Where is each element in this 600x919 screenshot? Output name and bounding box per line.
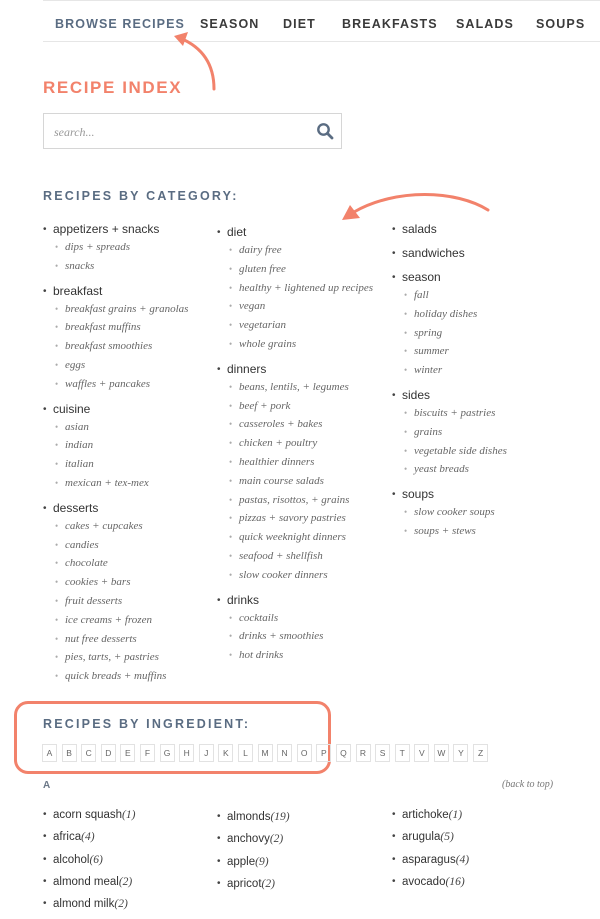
ingredient-section-title: RECIPES BY INGREDIENT: [43, 717, 251, 731]
ingredient-link[interactable] [217, 851, 290, 873]
letter-z[interactable]: Z [473, 744, 488, 762]
category-link[interactable]: • sandwiches [392, 245, 507, 262]
subcategory-link[interactable]: • biscuits + pastries [392, 404, 507, 423]
subcategory-link[interactable]: • main course salads [217, 472, 373, 491]
category-link[interactable]: • dinners [217, 361, 373, 378]
ingredient-link[interactable] [217, 828, 290, 850]
page-title: RECIPE INDEX [43, 78, 183, 97]
category-link[interactable]: • season [392, 269, 507, 286]
category-column-1 [43, 217, 188, 689]
subcategory-link[interactable]: • holiday dishes [392, 305, 507, 324]
search-icon[interactable] [316, 122, 334, 140]
subcategory-link[interactable]: • candies [43, 536, 188, 555]
subcategory-link[interactable]: • chocolate [43, 554, 188, 573]
subcategory-link[interactable]: • snacks [43, 257, 188, 276]
ingredient-name: avocado [402, 875, 446, 888]
letter-m[interactable]: M [258, 744, 273, 762]
ingredient-count: (2) [114, 898, 128, 911]
subcategory-link[interactable]: • spring [392, 324, 507, 343]
category-link[interactable]: • appetizers + snacks [43, 221, 188, 238]
subcategory-link[interactable]: • ice creams + frozen [43, 611, 188, 630]
subcategory-link[interactable]: • casseroles + bakes [217, 415, 373, 434]
subcategory-link[interactable]: • pastas, risottos, + grains [217, 491, 373, 510]
letter-g[interactable]: G [160, 744, 175, 762]
ingredient-column-2 [217, 806, 290, 895]
top-nav [43, 0, 600, 42]
ingredient-name: almonds [227, 811, 271, 823]
category-column-3 [392, 217, 507, 544]
letter-v[interactable]: V [414, 744, 429, 762]
ingredient-name: apricot [227, 877, 262, 890]
ingredient-link[interactable] [43, 871, 135, 893]
ingredient-count: (2) [261, 877, 275, 890]
subcategory-link[interactable]: • healthy + lightened up recipes [217, 279, 373, 298]
category-link[interactable]: • breakfast [43, 283, 188, 300]
subcategory-link[interactable]: • pies, tarts, + pastries [43, 648, 188, 667]
letter-b[interactable]: B [62, 744, 77, 762]
ingredient-name: apple [227, 855, 256, 868]
ingredient-count: (1) [122, 809, 136, 821]
ingredient-link[interactable] [217, 873, 290, 895]
subcategory-link[interactable]: • gluten free [217, 260, 373, 279]
subcategory-link[interactable]: • breakfast smoothies [43, 337, 188, 356]
alphabet-nav [42, 744, 493, 762]
subcategory-link[interactable]: • yeast breads [392, 460, 507, 479]
subcategory-link[interactable]: • eggs [43, 356, 188, 375]
subcategory-link[interactable]: • whole grains [217, 335, 373, 354]
subcategory-link[interactable]: • cakes + cupcakes [43, 517, 188, 536]
subcategory-link[interactable]: • hot drinks [217, 646, 373, 665]
category-link[interactable]: • sides [392, 387, 507, 404]
ingredient-name: anchovy [227, 833, 270, 846]
subcategory-link[interactable]: • indian [43, 436, 188, 455]
subcategory-link[interactable]: • soups + stews [392, 522, 507, 541]
ingredient-name: arugula [402, 831, 441, 844]
ingredient-name: artichoke [402, 809, 449, 821]
ingredient-name: asparagus [402, 853, 456, 866]
subcategory-link[interactable]: • vegan [217, 297, 373, 316]
letter-r[interactable]: R [356, 744, 371, 762]
ingredient-link[interactable] [43, 826, 135, 848]
nav-soups[interactable]: SOUPS [536, 17, 586, 31]
subcategory-link[interactable]: • vegetarian [217, 316, 373, 335]
highlight-circle [14, 701, 331, 774]
subcategory-link[interactable]: • fall [392, 286, 507, 305]
subcategory-link[interactable]: • dairy free [217, 241, 373, 260]
category-link[interactable]: • desserts [43, 500, 188, 517]
category-link[interactable]: • diet [217, 224, 373, 241]
letter-y[interactable]: Y [453, 744, 468, 762]
ingredient-link[interactable] [392, 804, 469, 826]
nav-season[interactable]: SEASON [200, 17, 260, 31]
category-link[interactable]: • salads [392, 221, 507, 238]
letter-l[interactable]: L [238, 744, 253, 762]
ingredient-name: alcohol [53, 853, 90, 866]
letter-p[interactable]: P [316, 744, 331, 762]
ingredient-link[interactable] [392, 849, 469, 871]
ingredient-count: (16) [445, 875, 465, 888]
ingredient-name: almond meal [53, 875, 119, 888]
category-link[interactable]: • drinks [217, 592, 373, 609]
nav-browse-recipes[interactable]: BROWSE RECIPES [55, 17, 185, 31]
current-letter: A [43, 780, 51, 791]
letter-t[interactable]: T [395, 744, 410, 762]
ingredient-link[interactable] [43, 893, 135, 915]
letter-j[interactable]: J [199, 744, 214, 762]
ingredient-count: (19) [270, 811, 290, 823]
ingredient-column-3 [392, 804, 469, 893]
subcategory-link[interactable]: • grains [392, 423, 507, 442]
ingredient-link[interactable] [392, 871, 469, 893]
letter-h[interactable]: H [179, 744, 194, 762]
ingredient-name: almond milk [53, 898, 115, 911]
ingredient-count: (2) [118, 875, 133, 888]
subcategory-link[interactable]: • quick breads + muffins [43, 667, 188, 686]
letter-d[interactable]: D [101, 744, 116, 762]
letter-c[interactable]: C [81, 744, 96, 762]
subcategory-link[interactable]: • fruit desserts [43, 592, 188, 611]
subcategory-link[interactable]: • summer [392, 342, 507, 361]
letter-o[interactable]: O [297, 744, 312, 762]
ingredient-link[interactable] [43, 849, 135, 871]
letter-a[interactable]: A [42, 744, 57, 762]
subcategory-link[interactable]: • dips + spreads [43, 238, 188, 257]
ingredient-count: (6) [89, 853, 103, 866]
category-section-title: RECIPES BY CATEGORY: [43, 189, 239, 203]
letter-k[interactable]: K [218, 744, 233, 762]
subcategory-link[interactable]: • drinks + smoothies [217, 627, 373, 646]
ingredient-count: (4) [81, 831, 95, 844]
subcategory-link[interactable]: • cookies + bars [43, 573, 188, 592]
subcategory-link[interactable]: • healthier dinners [217, 453, 373, 472]
subcategory-link[interactable]: • cocktails [217, 609, 373, 628]
subcategory-link[interactable]: • winter [392, 361, 507, 380]
ingredient-count: (4) [455, 853, 470, 866]
ingredient-link[interactable] [392, 826, 469, 848]
subcategory-link[interactable]: • nut free desserts [43, 630, 188, 649]
letter-s[interactable]: S [375, 744, 390, 762]
ingredient-link[interactable] [217, 806, 290, 828]
subcategory-link[interactable]: • breakfast muffins [43, 318, 188, 337]
ingredient-count: (1) [448, 809, 463, 821]
ingredient-count: (2) [269, 833, 284, 846]
nav-diet[interactable]: DIET [283, 17, 316, 31]
nav-breakfasts[interactable]: BREAKFASTS [342, 17, 438, 31]
ingredient-count: (9) [255, 855, 269, 868]
subcategory-link[interactable]: • seafood + shellfish [217, 547, 373, 566]
subcategory-link[interactable]: • waffles + pancakes [43, 375, 188, 394]
category-link[interactable]: • soups [392, 486, 507, 503]
subcategory-link[interactable]: • slow cooker soups [392, 503, 507, 522]
letter-f[interactable]: F [140, 744, 155, 762]
subcategory-link[interactable]: • beef + pork [217, 397, 373, 416]
letter-n[interactable]: N [277, 744, 292, 762]
ingredient-count: (5) [440, 831, 454, 844]
letter-e[interactable]: E [120, 744, 135, 762]
subcategory-link[interactable]: • slow cooker dinners [217, 566, 373, 585]
subcategory-link[interactable]: • beans, lentils, + legumes [217, 378, 373, 397]
subcategory-link[interactable]: • quick weeknight dinners [217, 528, 373, 547]
ingredient-name: acorn squash [53, 809, 123, 821]
nav-salads[interactable]: SALADS [456, 17, 514, 31]
ingredient-name: africa [53, 831, 82, 844]
subcategory-link[interactable]: • asian [43, 418, 188, 437]
subcategory-link[interactable]: • pizzas + savory pastries [217, 509, 373, 528]
subcategory-link[interactable]: • italian [43, 455, 188, 474]
search-box [43, 113, 342, 149]
search-input[interactable] [54, 122, 304, 142]
back-to-top-link[interactable]: (back to top) [502, 779, 554, 790]
subcategory-link[interactable]: • chicken + poultry [217, 434, 373, 453]
letter-q[interactable]: Q [336, 744, 351, 762]
category-link[interactable]: • cuisine [43, 401, 188, 418]
subcategory-link[interactable]: • mexican + tex-mex [43, 474, 188, 493]
ingredient-link[interactable] [43, 804, 135, 826]
ingredient-column-1 [43, 804, 135, 915]
letter-w[interactable]: W [434, 744, 449, 762]
category-column-2 [217, 220, 373, 668]
subcategory-link[interactable]: • vegetable side dishes [392, 442, 507, 461]
subcategory-link[interactable]: • breakfast grains + granolas [43, 300, 188, 319]
